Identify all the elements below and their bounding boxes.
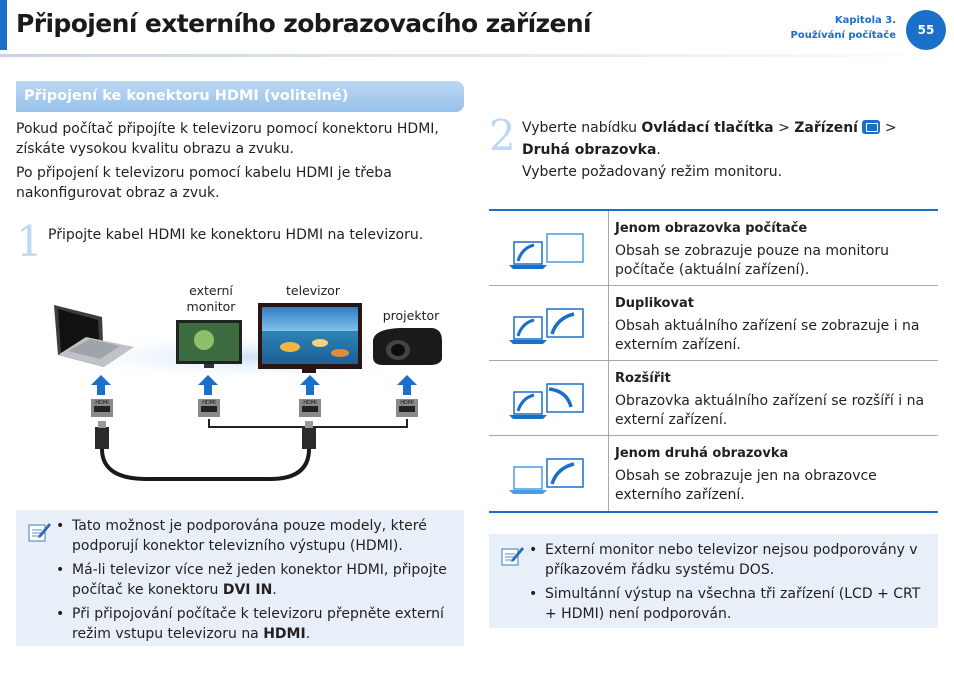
hdmi-port-2-label: HDMI bbox=[202, 400, 216, 406]
tv-label: televizor bbox=[286, 283, 340, 298]
mode-description: Obsah se zobrazuje jen na obrazovce externího zařízení. bbox=[615, 468, 877, 503]
note-box-left bbox=[16, 510, 464, 646]
duplicate-icon bbox=[509, 306, 589, 348]
note-left-item-2: • Má-li televizor více než jeden konektor HDMI, připojte počítač ke konektoru DVI IN. bbox=[56, 560, 456, 600]
menu-devices: Zařízení bbox=[794, 120, 858, 136]
display-mode-row bbox=[489, 211, 938, 286]
step-2-text: Vyberte nabídku Ovládací tlačítka > Zařízení > Druhá obrazovka. Vyberte požadovaný režim monitoru. bbox=[522, 120, 897, 180]
mode-title: Duplikovat bbox=[615, 296, 694, 311]
note-list-right bbox=[529, 540, 929, 628]
mode-title: Rozšířit bbox=[615, 371, 671, 386]
mode-description: Obsah se zobrazuje pouze na monitoru počítače (aktuální zařízení). bbox=[615, 243, 890, 278]
section-heading: Připojení ke konektoru HDMI (volitelné) bbox=[16, 81, 464, 112]
step-1-text: Připojte kabel HDMI ke konektoru HDMI na televizoru. bbox=[48, 227, 424, 243]
hdmi-cable bbox=[95, 421, 316, 479]
note-left-item-3: • Při připojování počítače k televizoru přepněte externí režim vstupu televizoru na HDMI. bbox=[56, 604, 456, 644]
page-title: Připojení externího zobrazovacího zařízení bbox=[16, 9, 592, 38]
page-number-badge: 55 bbox=[906, 10, 946, 50]
hdmi-port-3-label: HDMI bbox=[303, 400, 317, 406]
intro-paragraph: Pokud počítač připojíte k televizoru pomocí konektoru HDMI, získáte vysokou kvalitu obrazu a zvuku. bbox=[16, 121, 439, 157]
pc-screen-only-icon bbox=[509, 231, 589, 273]
television-image bbox=[258, 303, 362, 373]
hdmi-port-4-label: HDMI bbox=[400, 400, 414, 406]
display-mode-row bbox=[489, 286, 938, 361]
hdmi-connection-illustration bbox=[40, 295, 460, 495]
display-mode-row bbox=[489, 361, 938, 436]
menu-second-screen: Druhá obrazovka bbox=[522, 142, 657, 158]
mode-description: Obrazovka aktuálního zařízení se rozšíří i na externí zařízení. bbox=[615, 393, 925, 428]
hdmi-ports bbox=[91, 399, 418, 417]
projector-image bbox=[373, 328, 442, 365]
setup-paragraph: Po připojení k televizoru pomocí kabelu HDMI je třeba nakonfigurovat obraz a zvuk. bbox=[16, 165, 392, 201]
chapter-label bbox=[791, 13, 896, 43]
step-2-line-2: Vyberte požadovaný režim monitoru. bbox=[522, 164, 783, 180]
devices-icon bbox=[862, 120, 880, 134]
note-box-right bbox=[489, 534, 938, 628]
note-left-item-1: • Tato možnost je podporována pouze modely, které podporují konektor televizního výstupu (HDMI). bbox=[56, 516, 456, 556]
display-mode-row bbox=[489, 436, 938, 511]
note-pencil-icon bbox=[26, 520, 52, 544]
mode-description: Obsah aktuálního zařízení se zobrazuje i na externím zařízení. bbox=[615, 318, 920, 353]
note-pencil-icon bbox=[499, 544, 525, 568]
title-divider bbox=[0, 54, 954, 57]
projector-label: projektor bbox=[382, 308, 440, 323]
menu-charms: Ovládací tlačítka bbox=[641, 120, 774, 136]
hdmi-port-1-label: HDMI bbox=[95, 400, 109, 406]
step-2-number: 2 bbox=[489, 111, 516, 160]
chapter-name: Používání počítače bbox=[790, 30, 896, 41]
chapter-number: Kapitola 3. bbox=[834, 15, 896, 26]
display-modes-table bbox=[489, 209, 938, 513]
note-right-item-1: • Externí monitor nebo televizor nejsou podporovány v příkazovém řádku systému DOS. bbox=[529, 540, 929, 580]
mode-title: Jenom obrazovka počítače bbox=[615, 221, 808, 236]
monitor-label: externí monitor bbox=[186, 283, 236, 314]
extend-icon bbox=[509, 381, 589, 423]
second-screen-only-icon bbox=[509, 456, 589, 498]
external-monitor-image bbox=[176, 320, 242, 368]
mode-title: Jenom druhá obrazovka bbox=[615, 446, 789, 461]
note-list-left bbox=[56, 516, 456, 648]
step-1-number: 1 bbox=[16, 217, 43, 266]
note-right-item-2: • Simultánní výstup na všechna tři zařízení (LCD + CRT + HDMI) není podporován. bbox=[529, 584, 929, 624]
header-accent-bar bbox=[0, 0, 7, 50]
